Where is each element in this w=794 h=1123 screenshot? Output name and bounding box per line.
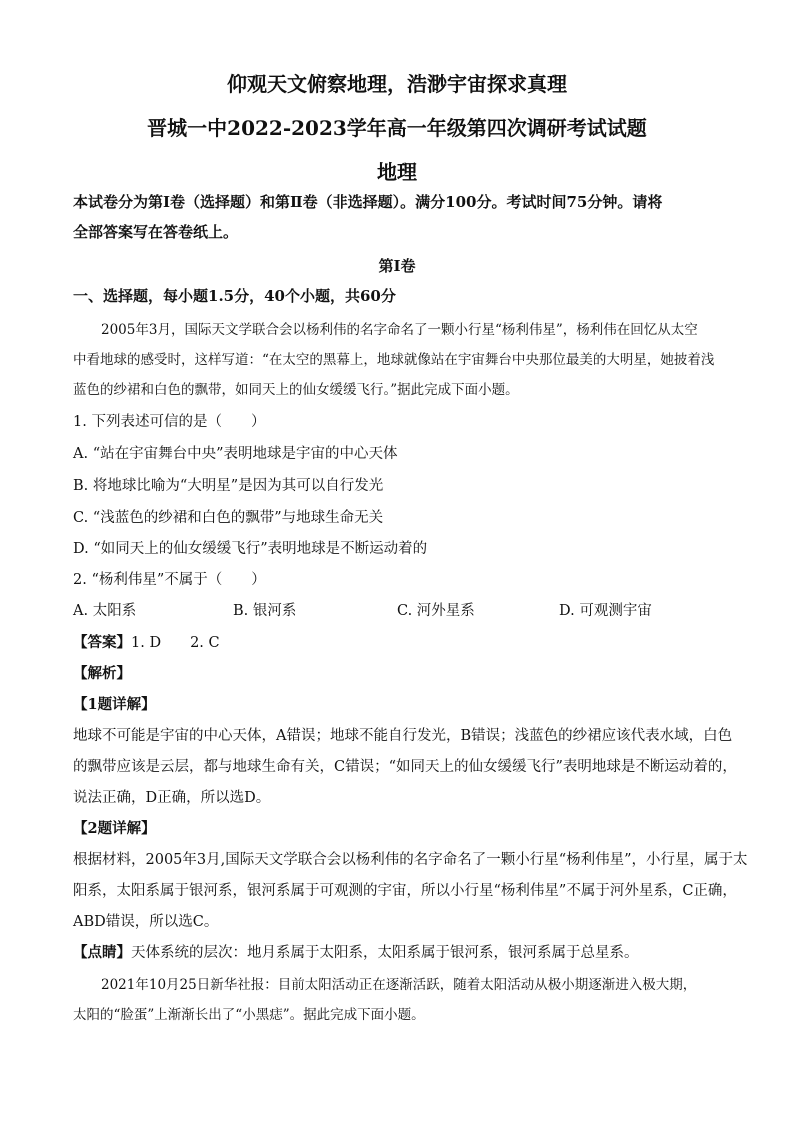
- answer-line: [73, 631, 220, 652]
- passage1-line1: 2005年3月，国际天文学联合会以杨利伟的名字命名了一颗小行星“杨利伟星”，杨利伟在回忆从太空: [101, 322, 698, 338]
- q2-option-a: A. 太阳系: [73, 603, 137, 619]
- detail2-line2: 阳系，太阳系属于银河系，银河系属于可观测的宇宙，所以小行星“杨利伟星”不属于河外星系，C正确，: [73, 883, 737, 899]
- q1-option-b: B. 将地球比喻为“大明星”是因为其可以自行发光: [73, 478, 384, 494]
- section-title: 一、选择题，每小题1.5分，40个小题，共60分: [73, 287, 396, 305]
- q1-option-d: D. “如同天上的仙女缓缓飞行”表明地球是不断运动着的: [73, 541, 428, 557]
- q2-option-b: B. 银河系: [233, 603, 297, 619]
- tip-text: 天体系统的层次：地月系属于太阳系，太阳系属于银河系，银河系属于总星系。: [131, 945, 639, 961]
- q2-option-d: D. 可观测宇宙: [559, 603, 652, 619]
- detail1-line1: 地球不可能是宇宙的中心天体，A错误；地球不能自行发光，B错误；浅蓝色的纱裙应该代表水域，白色: [73, 728, 733, 744]
- q2-option-c: C. 河外星系: [397, 603, 475, 619]
- detail1-label: 【1题详解】: [73, 696, 156, 713]
- detail2-line1: 根据材料，2005年3月,国际天文学联合会以杨利伟的名字命名了一颗小行星“杨利伟星”，小行星，属于太: [73, 852, 748, 868]
- tip-line: [73, 941, 639, 962]
- q2-stem: 2. “杨利伟星”不属于（ ）: [73, 572, 266, 588]
- tip-label: 【点睛】: [73, 944, 131, 961]
- passage2-line1: 2021年10月25日新华社报：目前太阳活动正在逐渐活跃，随着太阳活动从极小期逐渐进入极大期，: [101, 977, 697, 993]
- part-title: 第Ⅰ卷: [378, 257, 416, 275]
- detail2-line3: ABD错误，所以选C。: [73, 914, 219, 930]
- doc-title-line1: 仰观天文俯察地理，浩渺宇宙探求真理: [227, 72, 567, 96]
- subject-title: 地理: [377, 160, 417, 184]
- q1-stem: 1. 下列表述可信的是（ ）: [73, 414, 266, 430]
- answer-label: 【答案】: [73, 634, 131, 651]
- intro-line2: 全部答案写在答卷纸上。: [73, 223, 239, 241]
- detail1-line3: 说法正确，D正确，所以选D。: [73, 790, 271, 806]
- analysis-label: 【解析】: [73, 665, 131, 682]
- doc-title-line2: 晋城一中2022-2023学年高一年级第四次调研考试试题: [147, 116, 647, 140]
- q1-option-c: C. “浅蓝色的纱裙和白色的飘带”与地球生命无关: [73, 510, 384, 526]
- intro-line1: 本试卷分为第Ⅰ卷（选择题）和第Ⅱ卷（非选择题）。满分100分。考试时间75分钟。请将: [73, 193, 663, 211]
- passage2-line2: 太阳的“脸蛋”上渐渐长出了“小黑痣”。据此完成下面小题。: [73, 1007, 425, 1023]
- passage1-line3: 蓝色的纱裙和白色的飘带，如同天上的仙女缓缓飞行。”据此完成下面小题。: [73, 382, 519, 398]
- passage1-line2: 中看地球的感受时，这样写道：“在太空的黑幕上，地球就像站在宇宙舞台中央那位最美的大明星，她披着浅: [73, 352, 715, 368]
- q1-option-a: A. “站在宇宙舞台中央”表明地球是宇宙的中心天体: [73, 446, 398, 462]
- detail2-label: 【2题详解】: [73, 820, 156, 837]
- detail1-line2: 的飘带应该是云层，都与地球生命有关，C错误；“如同天上的仙女缓缓飞行”表明地球是不断运动着的，: [73, 759, 737, 775]
- answer-text: 1. D 2. C: [131, 635, 220, 651]
